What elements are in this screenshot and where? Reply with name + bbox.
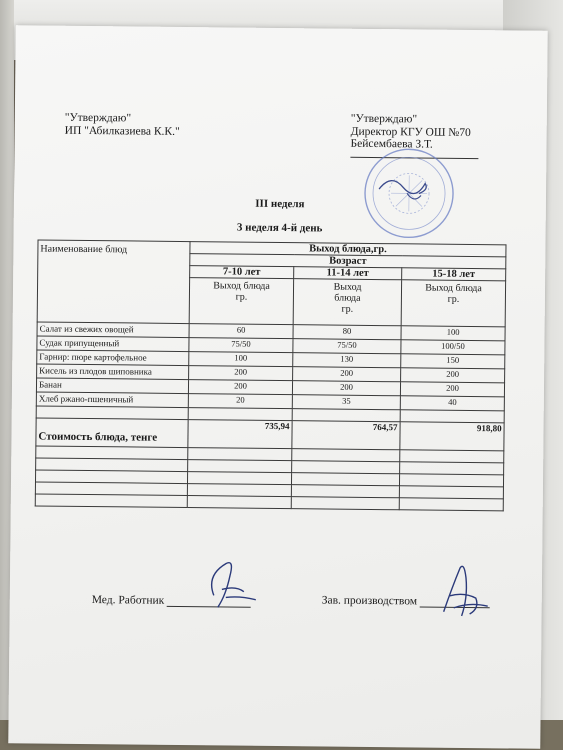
portion-value: 200	[188, 380, 292, 395]
portion-value: 130	[293, 353, 401, 368]
dish-name: Банан	[36, 378, 188, 394]
cost-value: 764,57	[292, 421, 400, 450]
portion-value: 200	[401, 368, 505, 383]
portion-value: 100/50	[401, 340, 505, 355]
portion-value: 40	[400, 396, 504, 411]
cost-label: Стоимость блюда, тенге	[36, 418, 188, 448]
portion-value: 60	[189, 324, 293, 339]
dish-name: Судак припущенный	[37, 336, 189, 352]
approval-left-title: "Утверждаю"	[64, 111, 132, 125]
portion-value: 100	[401, 326, 505, 341]
age-group-header: 7-10 лет	[190, 266, 294, 279]
approval-left-person: ИП "Абилказиева К.К."	[64, 124, 180, 138]
age-group-header: 15-18 лет	[402, 268, 506, 281]
approval-right-position: Директор КГУ ОШ №70	[350, 125, 471, 139]
portion-subheader-text: Выход блюда гр.	[425, 282, 482, 305]
portion-value: 35	[292, 395, 400, 410]
medical-signature-mark	[196, 555, 267, 616]
portion-value: 200	[189, 366, 293, 381]
menu-table	[35, 239, 507, 511]
age-group-header: 11-14 лет	[294, 267, 402, 280]
cost-value: 735,94	[188, 420, 292, 449]
dish-name: Хлеб ржано-пшеничный	[36, 392, 188, 408]
dish-name: Салат из свежих овощей	[37, 322, 189, 338]
document-sheet	[8, 25, 547, 749]
output-header: Выход блюда,гр.	[190, 242, 506, 257]
portion-value: 150	[401, 354, 505, 369]
production-signature-mark	[430, 558, 497, 623]
approval-left-block	[65, 112, 180, 139]
portion-subheader	[401, 280, 506, 327]
medical-worker-label: Мед. Работник	[91, 594, 165, 607]
portion-value: 75/50	[189, 338, 293, 353]
portion-value: 200	[293, 367, 401, 382]
portion-value: 75/50	[293, 339, 401, 354]
portion-value: 80	[293, 325, 401, 340]
dish-name: Гарнир: пюре картофельное	[37, 350, 189, 366]
portion-subheader-text: Выход блюда гр.	[213, 280, 270, 303]
age-header: Возраст	[190, 254, 506, 269]
week-title: III неделя	[255, 197, 305, 211]
dish-name-header: Наименование блюд	[37, 240, 190, 324]
portion-value: 200	[292, 381, 400, 396]
day-title: 3 неделя 4-й день	[236, 221, 323, 235]
production-head-label: Зав. производством	[321, 594, 418, 608]
approval-right-title: "Утверждаю"	[350, 112, 418, 126]
portion-value: 100	[189, 352, 293, 367]
portion-subheader	[189, 278, 293, 325]
approval-right-person: Бейсембаева З.Т.	[350, 137, 433, 151]
dish-name: Кисель из плодов шиповника	[37, 364, 189, 380]
portion-subheader	[293, 279, 401, 326]
portion-value: 20	[188, 394, 292, 409]
portion-value: 200	[400, 382, 504, 397]
cost-value: 918,80	[400, 422, 504, 451]
portion-subheader-text: Выход блюда гр.	[333, 281, 362, 315]
